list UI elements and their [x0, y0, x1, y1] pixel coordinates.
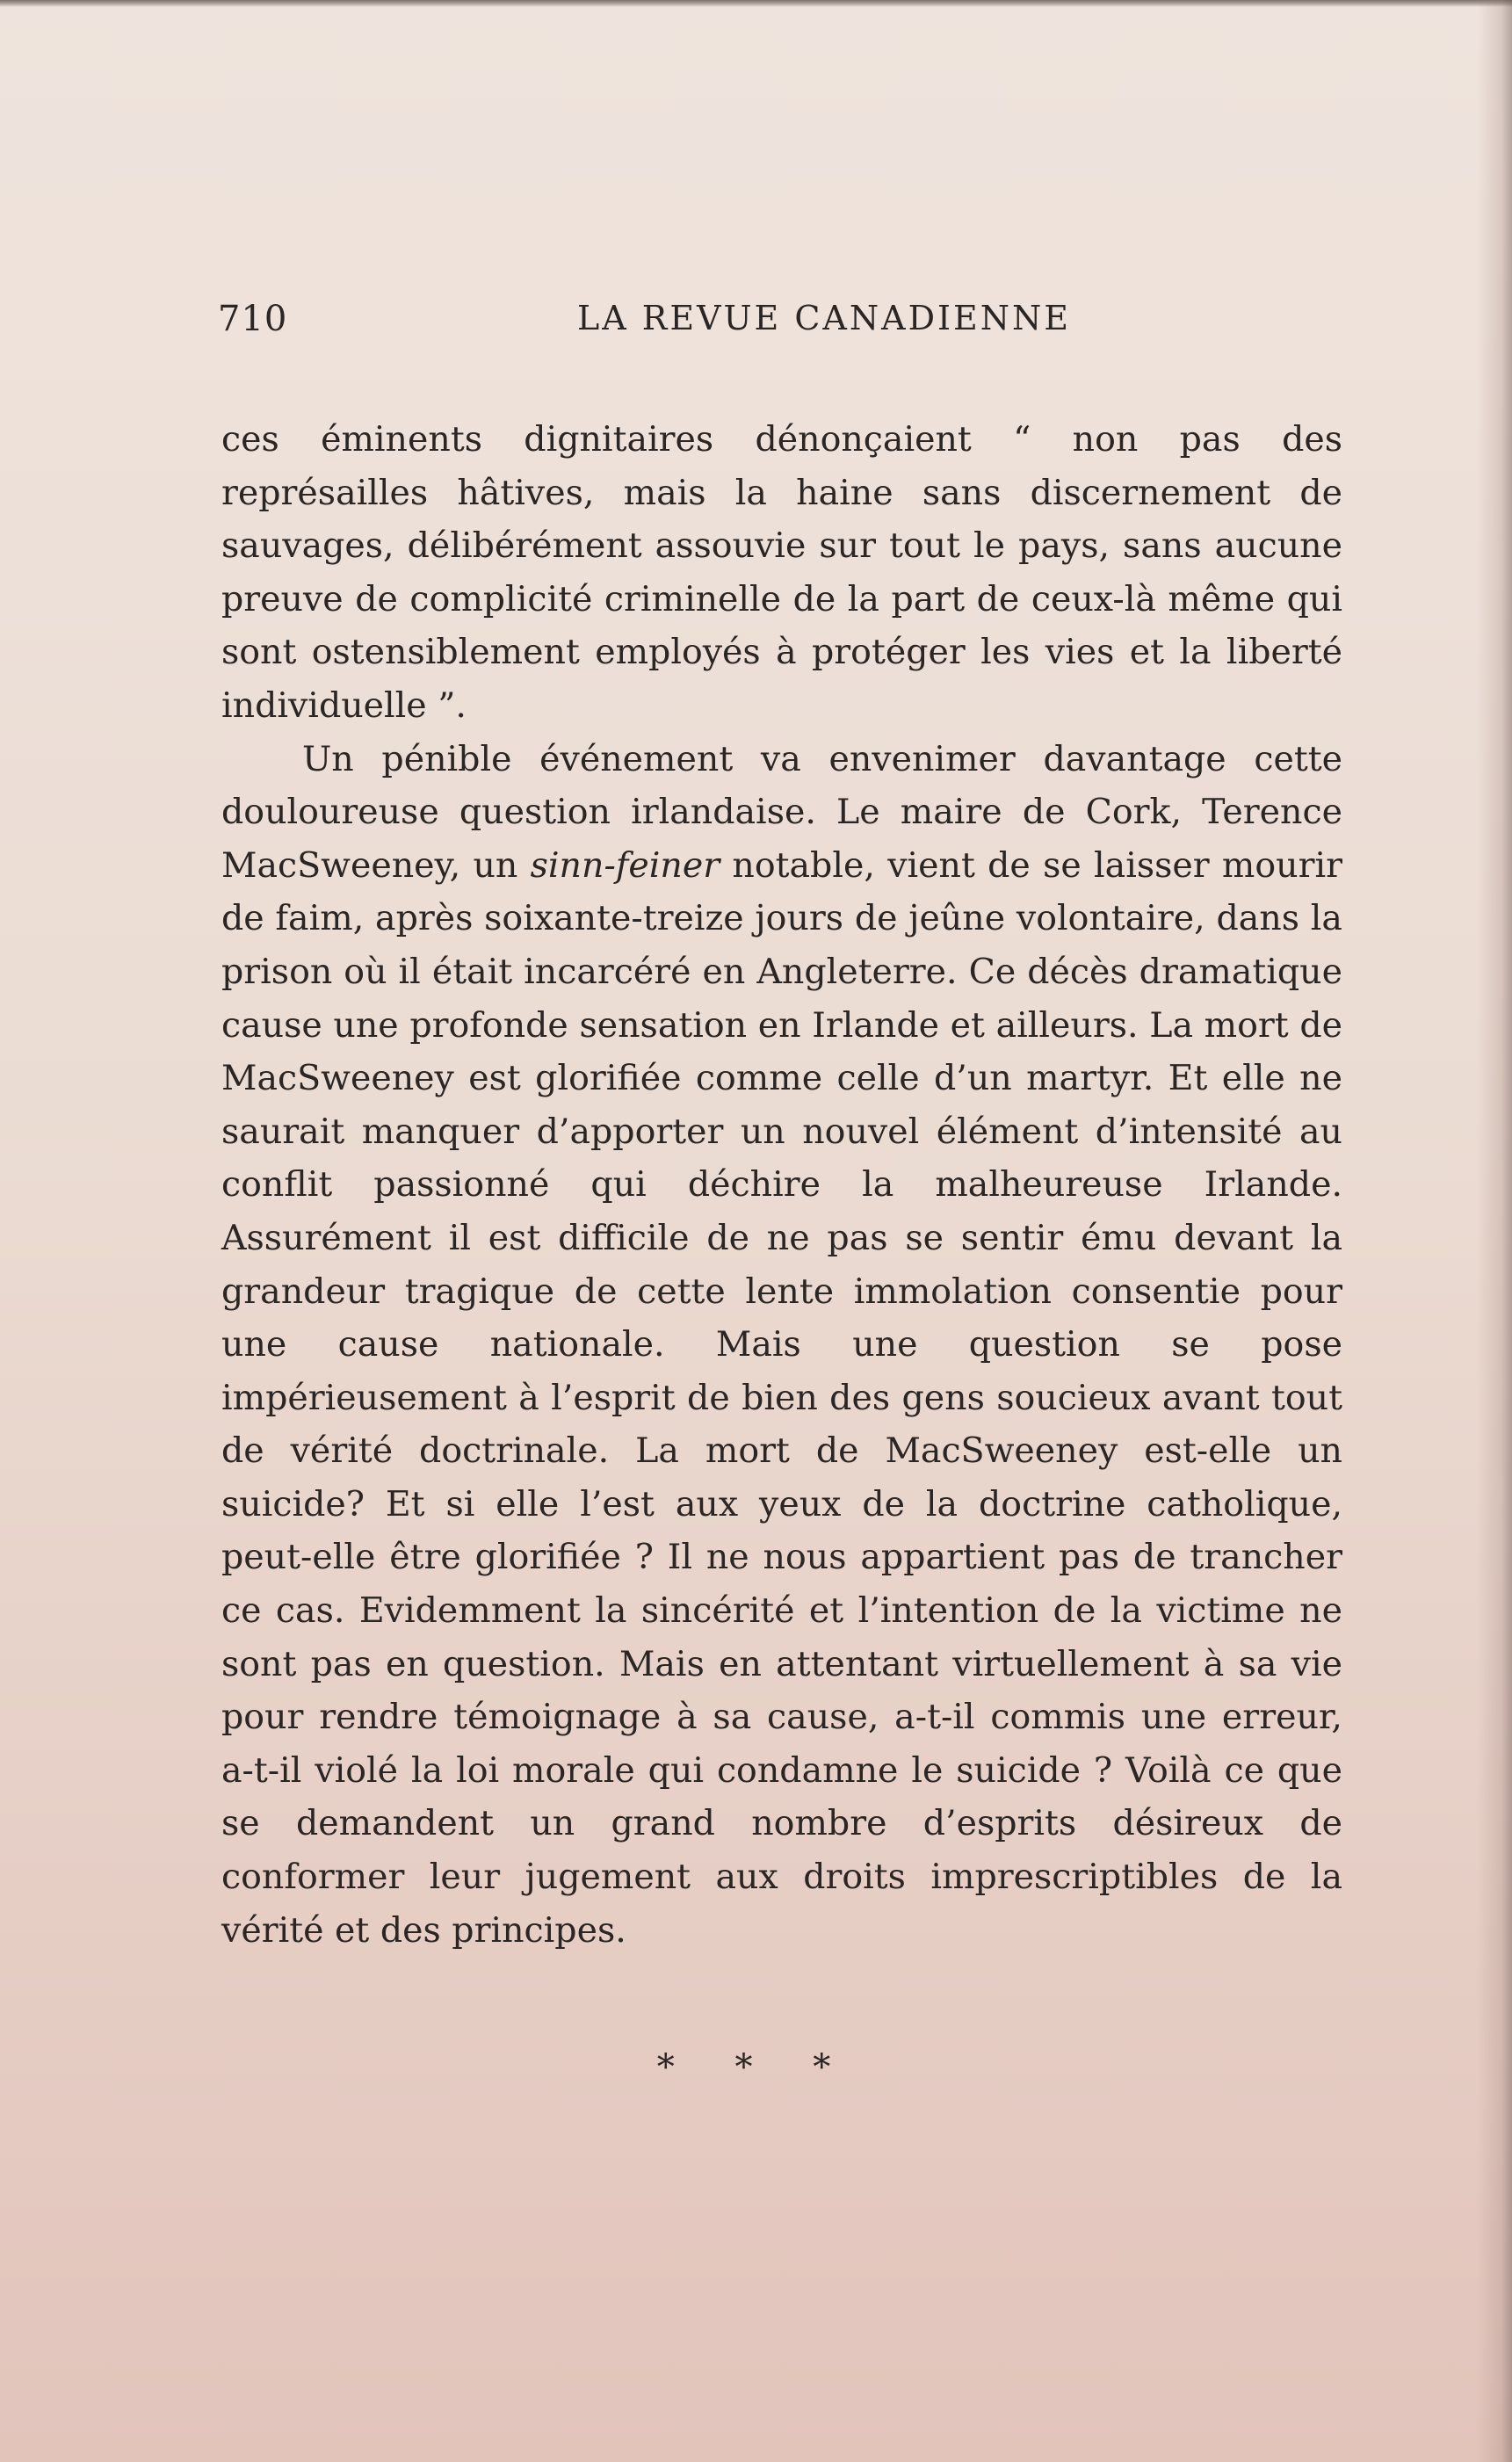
paragraph-1-text: ces éminents dignitaires dénonçaient “ non pas des représailles hâtives, mais la haine sans discernement de sauvages, délibérément assouvie sur tout le pays, sans aucune preuve de complicité criminelle de la part de ceux-là même qui sont ostensiblement employés à protéger les vies et la liberté individuelle ”.	[221, 419, 1342, 726]
italic-term: sinn-feiner	[530, 844, 720, 886]
paragraph-2-text-start: Un pénible événement va envenimer davantage cette douloureuse question irlandaise. Le maire de Cork, Terence MacSweeney, un	[221, 738, 1342, 886]
section-break-ornament: * * *	[656, 2047, 856, 2088]
paragraph-2	[221, 733, 1342, 1958]
running-title: LA REVUE CANADIENNE	[576, 299, 1072, 337]
body-text	[221, 413, 1342, 1957]
page-header	[218, 299, 1342, 351]
page-gutter-shadow	[1477, 0, 1512, 2462]
page-number: 710	[218, 299, 288, 339]
page-top-edge	[0, 0, 1512, 7]
paragraph-2-text-end: notable, vient de se laisser mourir de faim, après soixante-treize jours de jeûne volontaire, dans la prison où il était incarcéré en Angleterre. Ce décès dramatique cause une profonde sensation en Irlande et ailleurs. La mort de MacSweeney est glorifiée comme celle d’un martyr. Et elle ne saurait manquer d’apporter un nouvel élément d’intensité au conflit passionné qui déchire la malheureuse Irlande. Assurément il est difficile de ne pas se sentir ému devant la grandeur tragique de cette lente immolation consentie pour une cause nationale. Mais une question se pose impérieusement à l’esprit de bien des gens soucieux avant tout de vérité doctrinale. La mort de MacSweeney est-elle un suicide? Et si elle l’est aux yeux de la doctrine catholique, peut-elle être glorifiée ? Il ne nous appartient pas de trancher ce cas. Evidemment la sincérité et l’intention de la victime ne sont pas en question. Mais en attentant virtuellement à sa vie pour rendre témoignage à sa cause, a-t-il commis une erreur, a-t-il violé la loi morale qui condamne le suicide ? Voilà ce que se demandent un grand nombre d’esprits désireux de conformer leur jugement aux droits imprescriptibles de la vérité et des principes.	[221, 844, 1343, 1951]
paragraph-1	[221, 413, 1342, 733]
